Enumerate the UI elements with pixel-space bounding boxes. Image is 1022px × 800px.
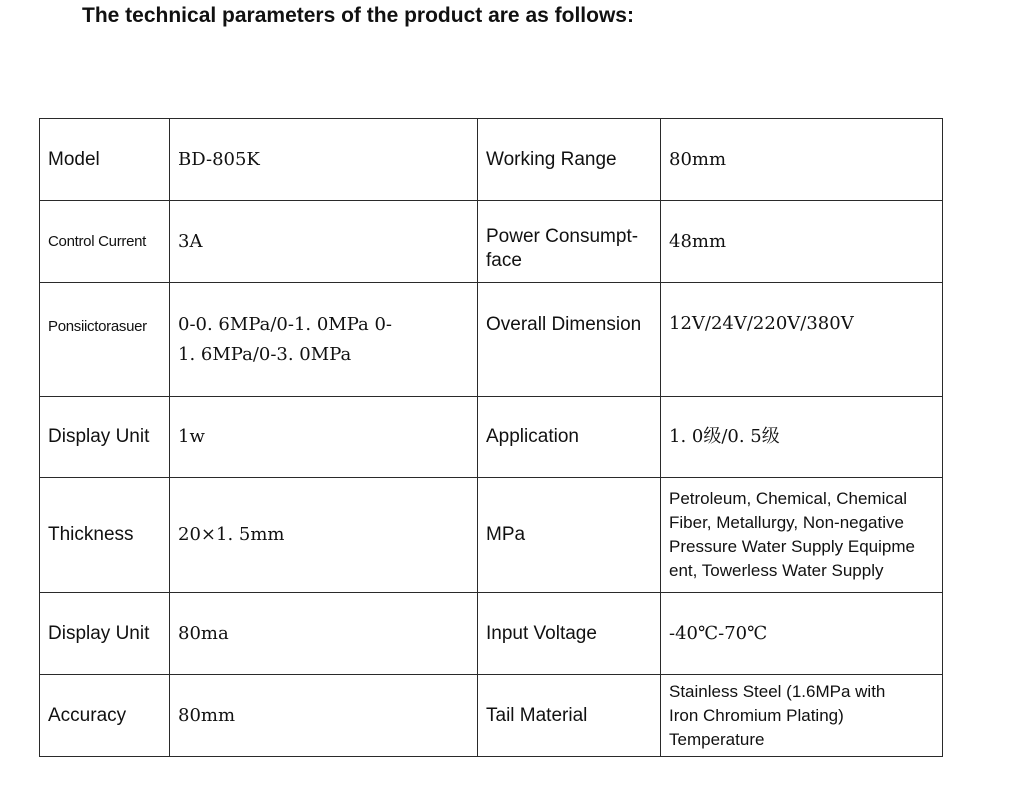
param-name-cell: Model xyxy=(40,119,170,201)
param-value-cell: 80ma xyxy=(170,593,478,675)
param-name-cell: Display Unit xyxy=(40,593,170,675)
param-name-cell: MPa xyxy=(478,478,661,593)
table-row xyxy=(40,119,943,201)
param-name-cell: Input Voltage xyxy=(478,593,661,675)
param-value-cell: 12V/24V/220V/380V xyxy=(661,283,943,397)
table-row xyxy=(40,397,943,478)
param-name-cell: Thickness xyxy=(40,478,170,593)
param-value-cell: 1. 0级/0. 5级 xyxy=(661,397,943,478)
table-row xyxy=(40,201,943,283)
param-value-cell: Petroleum, Chemical, Chemical Fiber, Metallurgy, Non-negative Pressure Water Supply Equipme ent, Towerless Water Supply xyxy=(661,478,943,593)
param-name-cell: Working Range xyxy=(478,119,661,201)
param-name-cell: Ponsiictorasuer xyxy=(40,283,170,397)
param-name-cell: Accuracy xyxy=(40,675,170,757)
param-value-cell: 80mm xyxy=(170,675,478,757)
table-row xyxy=(40,283,943,397)
param-name-cell: Tail Material xyxy=(478,675,661,757)
parameters-table xyxy=(39,118,943,757)
param-name-cell: Display Unit xyxy=(40,397,170,478)
table-body xyxy=(40,119,943,757)
table-row xyxy=(40,675,943,757)
param-name-cell: Control Current xyxy=(40,201,170,283)
param-value-cell: 20×1. 5mm xyxy=(170,478,478,593)
param-value-cell: -40℃-70℃ xyxy=(661,593,943,675)
param-value-cell: 0-0. 6MPa/0-1. 0MPa 0- 1. 6MPa/0-3. 0MPa xyxy=(170,283,478,397)
param-value-cell: 1w xyxy=(170,397,478,478)
param-value-cell: BD-805K xyxy=(170,119,478,201)
param-value-cell: Stainless Steel (1.6MPa with Iron Chromium Plating) Temperature xyxy=(661,675,943,757)
param-name-cell: Overall Dimension xyxy=(478,283,661,397)
param-value-cell: 3A xyxy=(170,201,478,283)
param-name-cell: Application xyxy=(478,397,661,478)
param-value-cell: 48mm xyxy=(661,201,943,283)
table-row xyxy=(40,593,943,675)
param-name-cell: Power Consumpt- face xyxy=(478,201,661,283)
table-row xyxy=(40,478,943,593)
page-title: The technical parameters of the product are as follows: xyxy=(82,4,634,27)
param-value-cell: 80mm xyxy=(661,119,943,201)
